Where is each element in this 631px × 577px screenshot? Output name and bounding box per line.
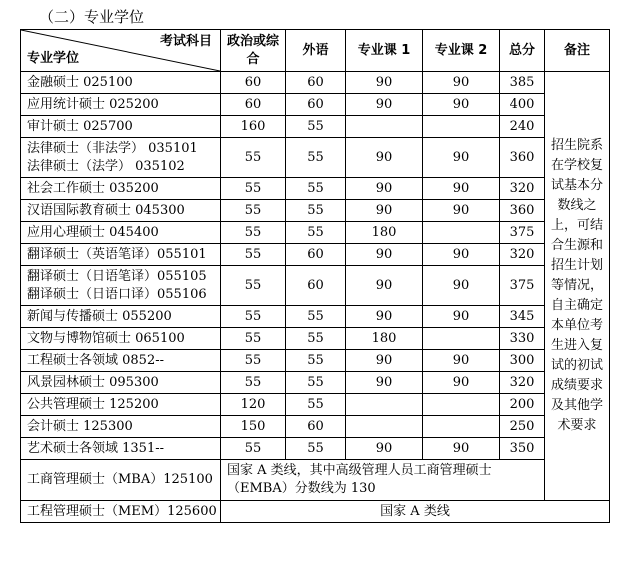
total-score: 320	[500, 372, 545, 394]
total-score: 320	[500, 178, 545, 200]
table-row	[21, 72, 610, 94]
major-name-line: 公共管理硕士 125200	[27, 396, 159, 412]
course2-score	[423, 222, 500, 244]
major-name-line: 风景园林硕士 095300	[27, 374, 159, 390]
major-name-line: 会计硕士 125300	[27, 418, 133, 434]
table-row	[21, 394, 610, 416]
score-table	[20, 29, 610, 523]
total-score: 250	[500, 416, 545, 438]
course2-score: 90	[423, 94, 500, 116]
table-row	[21, 328, 610, 350]
table-row	[21, 94, 610, 116]
politics-score: 55	[221, 266, 286, 306]
header-row	[21, 30, 610, 72]
major-name	[21, 222, 221, 244]
total-score: 385	[500, 72, 545, 94]
remark-cell: 招生院系在学校复试基本分数线之上，可结合生源和招生计划等情况，自主确定本单位考生进入复试的初试成绩要求及其他学术要求	[545, 72, 610, 501]
major-name-line: 艺术硕士各领域 1351--	[27, 440, 165, 456]
course1-score: 90	[346, 266, 423, 306]
total-score: 330	[500, 328, 545, 350]
total-score: 300	[500, 350, 545, 372]
major-name	[21, 438, 221, 460]
course2-score: 90	[423, 244, 500, 266]
politics-score: 60	[221, 94, 286, 116]
foreign-score: 55	[286, 116, 346, 138]
politics-score: 55	[221, 178, 286, 200]
header-course2: 专业课 2	[423, 30, 500, 72]
major-name	[21, 306, 221, 328]
section-heading: （二）专业学位	[39, 8, 145, 26]
major-name-line: 文物与博物馆硕士 065100	[27, 330, 185, 346]
table-row	[21, 306, 610, 328]
politics-score: 55	[221, 328, 286, 350]
foreign-score: 55	[286, 394, 346, 416]
politics-score: 55	[221, 244, 286, 266]
table-row	[21, 372, 610, 394]
course2-score: 90	[423, 438, 500, 460]
table-row	[21, 266, 610, 306]
course1-score: 90	[346, 350, 423, 372]
header-foreign: 外语	[286, 30, 346, 72]
total-score: 360	[500, 200, 545, 222]
politics-score: 55	[221, 438, 286, 460]
politics-score: 160	[221, 116, 286, 138]
table-row	[21, 138, 610, 178]
course2-score	[423, 328, 500, 350]
foreign-score: 60	[286, 94, 346, 116]
major-name	[21, 94, 221, 116]
major-name	[21, 266, 221, 306]
course1-score	[346, 416, 423, 438]
course2-score: 90	[423, 178, 500, 200]
course1-score: 180	[346, 328, 423, 350]
politics-score: 55	[221, 222, 286, 244]
total-score: 375	[500, 222, 545, 244]
foreign-score: 55	[286, 350, 346, 372]
politics-score: 55	[221, 200, 286, 222]
politics-score: 55	[221, 350, 286, 372]
course2-score: 90	[423, 266, 500, 306]
course2-score	[423, 416, 500, 438]
major-name-line: 新闻与传播硕士 055200	[27, 308, 172, 324]
politics-score: 150	[221, 416, 286, 438]
foreign-score: 60	[286, 72, 346, 94]
major-name: 工程管理硕士（MEM）125600	[21, 501, 221, 523]
politics-score: 60	[221, 72, 286, 94]
major-name	[21, 72, 221, 94]
table-row	[21, 200, 610, 222]
major-name-line: 金融硕士 025100	[27, 74, 133, 90]
course1-score	[346, 116, 423, 138]
major-name-line: 应用心理硕士 045400	[27, 224, 159, 240]
course2-score	[423, 394, 500, 416]
course1-score: 90	[346, 244, 423, 266]
table-row	[21, 244, 610, 266]
politics-score: 55	[221, 138, 286, 178]
major-name-line: 翻译硕士（英语笔译）055101	[27, 246, 207, 262]
header-major: 专业学位	[27, 51, 80, 66]
major-name-line: 社会工作硕士 035200	[27, 180, 159, 196]
foreign-score: 60	[286, 416, 346, 438]
total-score: 320	[500, 244, 545, 266]
major-name-line: 工程硕士各领域 0852--	[27, 352, 165, 368]
course2-score: 90	[423, 350, 500, 372]
mem-note: 国家 A 类线	[221, 501, 610, 523]
foreign-score: 55	[286, 178, 346, 200]
course1-score: 90	[346, 200, 423, 222]
table-row	[21, 116, 610, 138]
total-score: 350	[500, 438, 545, 460]
course1-score: 90	[346, 72, 423, 94]
foreign-score: 55	[286, 328, 346, 350]
course2-score: 90	[423, 372, 500, 394]
major-name-line: 应用统计硕士 025200	[27, 96, 159, 112]
course1-score: 90	[346, 438, 423, 460]
total-score: 375	[500, 266, 545, 306]
foreign-score: 55	[286, 138, 346, 178]
mba-note: 国家 A 类线，其中高级管理人员工商管理硕士（EMBA）分数线为 130	[221, 460, 545, 501]
major-name-line: 汉语国际教育硕士 045300	[27, 202, 185, 218]
table-row	[21, 416, 610, 438]
major-name	[21, 416, 221, 438]
major-name	[21, 372, 221, 394]
table-row-mba	[21, 460, 610, 501]
total-score: 200	[500, 394, 545, 416]
course1-score: 180	[346, 222, 423, 244]
table-row	[21, 178, 610, 200]
table-row	[21, 350, 610, 372]
table-row	[21, 438, 610, 460]
course1-score: 90	[346, 372, 423, 394]
foreign-score: 60	[286, 266, 346, 306]
course2-score: 90	[423, 306, 500, 328]
total-score: 400	[500, 94, 545, 116]
major-name	[21, 200, 221, 222]
foreign-score: 60	[286, 244, 346, 266]
header-total: 总分	[500, 30, 545, 72]
course1-score: 90	[346, 178, 423, 200]
major-name	[21, 328, 221, 350]
major-name	[21, 178, 221, 200]
major-name-line: 法律硕士（法学） 035102	[27, 158, 185, 174]
header-subject: 考试科目	[159, 34, 212, 49]
politics-score: 55	[221, 306, 286, 328]
major-name	[21, 350, 221, 372]
major-name-line: 翻译硕士（日语口译）055106	[27, 286, 207, 302]
major-name: 工商管理硕士（MBA）125100	[21, 460, 221, 501]
total-score: 360	[500, 138, 545, 178]
major-name-line: 审计硕士 025700	[27, 118, 133, 134]
table-row	[21, 222, 610, 244]
course2-score: 90	[423, 72, 500, 94]
course1-score: 90	[346, 138, 423, 178]
major-name	[21, 116, 221, 138]
foreign-score: 55	[286, 438, 346, 460]
foreign-score: 55	[286, 200, 346, 222]
course1-score	[346, 394, 423, 416]
foreign-score: 55	[286, 222, 346, 244]
foreign-score: 55	[286, 306, 346, 328]
major-name-line: 法律硕士（非法学） 035101	[27, 140, 198, 156]
major-name	[21, 244, 221, 266]
course2-score: 90	[423, 200, 500, 222]
header-remark: 备注	[545, 30, 610, 72]
major-name-line: 翻译硕士（日语笔译）055105	[27, 268, 207, 284]
course1-score: 90	[346, 306, 423, 328]
major-name	[21, 394, 221, 416]
course2-score: 90	[423, 138, 500, 178]
politics-score: 120	[221, 394, 286, 416]
header-diagonal-cell	[21, 30, 221, 72]
politics-score: 55	[221, 372, 286, 394]
course2-score	[423, 116, 500, 138]
foreign-score: 55	[286, 372, 346, 394]
total-score: 345	[500, 306, 545, 328]
total-score: 240	[500, 116, 545, 138]
major-name	[21, 138, 221, 178]
course1-score: 90	[346, 94, 423, 116]
header-course1: 专业课 1	[346, 30, 423, 72]
table-row-mem	[21, 501, 610, 523]
header-politics: 政治或综合	[221, 30, 286, 72]
